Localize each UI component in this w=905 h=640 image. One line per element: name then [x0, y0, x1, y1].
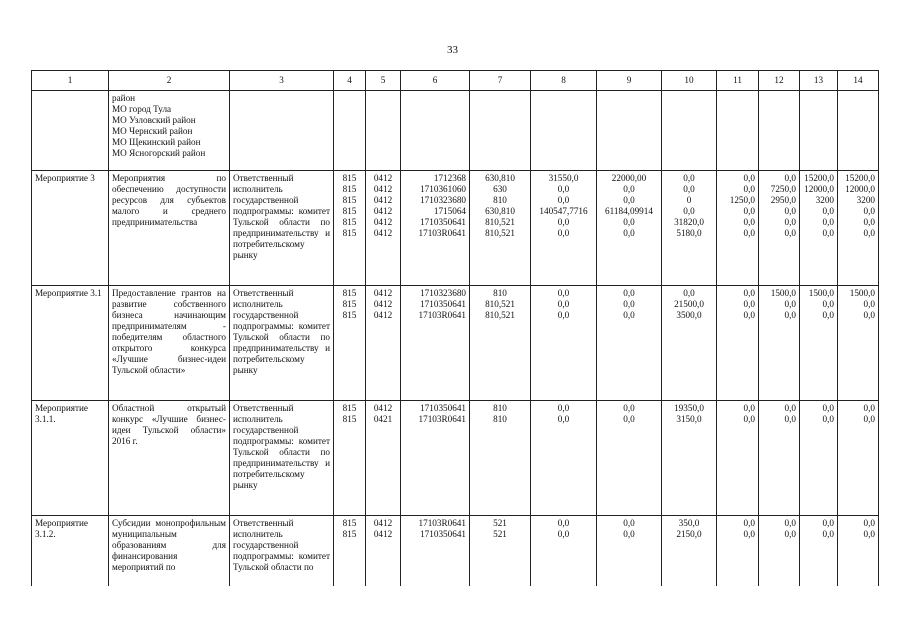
value: 1500,0 — [770, 288, 796, 298]
value: 0,0 — [784, 217, 796, 227]
value: 0,0 — [623, 195, 635, 205]
value: 1710323680 — [420, 288, 466, 298]
value-cell-col6 — [401, 286, 470, 401]
value: 0,0 — [743, 173, 755, 183]
value-cell-col11 — [717, 171, 759, 286]
column-header-8: 8 — [531, 71, 597, 91]
value: 0,0 — [784, 299, 796, 309]
value: 0,0 — [623, 288, 635, 298]
value-cell-col9 — [597, 401, 662, 516]
budget-table — [31, 70, 879, 586]
value: 3200 — [856, 195, 875, 205]
value: 815 — [342, 310, 357, 320]
value: 815 — [342, 529, 357, 539]
value: 1710350641 — [420, 299, 466, 309]
executor-cell — [230, 91, 334, 171]
value: 0,0 — [557, 228, 570, 238]
value-cell-col13 — [800, 401, 838, 516]
value-cell-col10 — [662, 286, 717, 401]
value: 0,0 — [743, 518, 755, 528]
column-header-1: 1 — [32, 71, 109, 91]
value: 140547,7716 — [539, 206, 588, 216]
value: 17103R0641 — [418, 414, 466, 424]
value: 0 — [686, 195, 692, 205]
value: 0,0 — [822, 217, 834, 227]
value: 3150,0 — [676, 414, 702, 424]
value: 31550,0 — [548, 173, 579, 183]
value: 0,0 — [822, 518, 834, 528]
measure-description-cell: Предоставление грантов на развитие собственного бизнеса начинающим предпринимателям - победителям областного открытого конкурса «Лучшие бизнес-идеи Тульской области» — [109, 286, 230, 401]
table-row — [32, 171, 879, 286]
value: 1250,0 — [729, 195, 755, 205]
measure-name-cell: Мероприятие 3.1.1. — [32, 401, 109, 516]
value: 0,0 — [822, 310, 834, 320]
value: 1500,0 — [808, 288, 834, 298]
value: 0,0 — [822, 299, 834, 309]
value: 0,0 — [784, 529, 796, 539]
value-cell-col6 — [401, 91, 470, 171]
column-header-13: 13 — [800, 71, 838, 91]
value: 0,0 — [784, 403, 796, 413]
value: 0,0 — [863, 206, 875, 216]
value: 0,0 — [743, 403, 755, 413]
value: 0,0 — [743, 288, 755, 298]
column-header-7: 7 — [470, 71, 531, 91]
value-cell-col6 — [401, 516, 470, 586]
district-line: МО Чернский район — [112, 126, 193, 136]
value: 630,810 — [485, 173, 515, 183]
value: 0,0 — [557, 184, 570, 194]
value: 815 — [342, 228, 357, 238]
value-cell-col5 — [366, 286, 401, 401]
value: 0,0 — [863, 403, 875, 413]
value-cell-col12 — [759, 516, 800, 586]
value: 0,0 — [743, 299, 755, 309]
executor-cell: Ответственный исполнитель государственной подпрограммы: комитет Тульской области по — [230, 516, 334, 586]
value: 0,0 — [683, 206, 695, 216]
value: 0,0 — [822, 403, 834, 413]
value: 0,0 — [623, 310, 635, 320]
value: 0,0 — [557, 310, 570, 320]
value-cell-col12 — [759, 91, 800, 171]
value: 1710323680 — [420, 195, 466, 205]
column-header-11: 11 — [717, 71, 759, 91]
value: 21500,0 — [674, 299, 704, 309]
value-cell-col5 — [366, 401, 401, 516]
table-row — [32, 91, 879, 171]
value: 815 — [342, 173, 357, 183]
value-cell-col7 — [470, 401, 531, 516]
value-cell-col11 — [717, 516, 759, 586]
value: 0,0 — [863, 228, 875, 238]
value: 22000,00 — [611, 173, 647, 183]
value: 815 — [342, 206, 357, 216]
value: 0,0 — [683, 288, 695, 298]
value: 1710350641 — [420, 217, 466, 227]
value: 0,0 — [623, 228, 635, 238]
value: 0412 — [373, 206, 393, 216]
value: 630,810 — [485, 206, 515, 216]
value: 0,0 — [822, 228, 834, 238]
value-cell-col4 — [334, 91, 366, 171]
value-cell-col14 — [838, 516, 879, 586]
value-cell-col12 — [759, 286, 800, 401]
value-cell-col13 — [800, 516, 838, 586]
value-cell-col13 — [800, 91, 838, 171]
value: 1710350641 — [420, 529, 466, 539]
column-header-12: 12 — [759, 71, 800, 91]
executor-cell: Ответственный исполнитель государственной подпрограммы: комитет Тульской области по предпринимательству и потребительскому рынку — [230, 171, 334, 286]
value-cell-col10 — [662, 91, 717, 171]
value: 1715064 — [433, 206, 466, 216]
value: 0,0 — [623, 184, 635, 194]
value: 0412 — [373, 299, 393, 309]
value: 15200,0 — [845, 173, 875, 183]
column-header-4: 4 — [334, 71, 366, 91]
value: 0,0 — [784, 206, 796, 216]
column-header-9: 9 — [597, 71, 662, 91]
value-cell-col12 — [759, 401, 800, 516]
value: 12000,0 — [845, 184, 875, 194]
value-cell-col11 — [717, 286, 759, 401]
value-cell-col4 — [334, 286, 366, 401]
value: 810,521 — [485, 217, 515, 227]
value-cell-col7 — [470, 91, 531, 171]
value: 0,0 — [743, 414, 755, 424]
value-cell-col10 — [662, 171, 717, 286]
value-cell-col8 — [531, 516, 597, 586]
column-header-2: 2 — [109, 71, 230, 91]
value: 17103R0641 — [418, 228, 466, 238]
value: 0,0 — [623, 403, 635, 413]
value-cell-col7 — [470, 516, 531, 586]
value: 3200 — [815, 195, 834, 205]
measure-name-cell: Мероприятие 3 — [32, 171, 109, 286]
measure-description-cell: Областной открытый конкурс «Лучшие бизнес-идеи Тульской области» 2016 г. — [109, 401, 230, 516]
value: 2150,0 — [676, 529, 702, 539]
value: 0412 — [373, 288, 393, 298]
value-cell-col4 — [334, 401, 366, 516]
value: 815 — [342, 403, 357, 413]
value: 0,0 — [623, 529, 635, 539]
value: 0412 — [373, 310, 393, 320]
value: 1710361060 — [420, 184, 466, 194]
value: 17103R0641 — [418, 518, 466, 528]
value: 1712368 — [433, 173, 466, 183]
value-cell-col7 — [470, 171, 531, 286]
value: 0,0 — [557, 414, 570, 424]
value: 810 — [493, 288, 507, 298]
value: 350,0 — [678, 518, 700, 528]
value: 0,0 — [557, 529, 570, 539]
value: 0,0 — [683, 184, 695, 194]
value-cell-col9 — [597, 171, 662, 286]
district-line: МО город Тула — [112, 104, 172, 114]
district-line: МО Щекинский район — [112, 137, 201, 147]
column-header-5: 5 — [366, 71, 401, 91]
value-cell-col8 — [531, 401, 597, 516]
column-header-10: 10 — [662, 71, 717, 91]
value-cell-col8 — [531, 171, 597, 286]
value: 630 — [493, 184, 507, 194]
value: 0,0 — [822, 206, 834, 216]
value: 0,0 — [743, 217, 755, 227]
column-header-3: 3 — [230, 71, 334, 91]
measure-description-cell — [109, 91, 230, 171]
value: 0421 — [373, 414, 393, 424]
value: 0,0 — [784, 173, 796, 183]
column-header-6: 6 — [401, 71, 470, 91]
value-cell-col4 — [334, 516, 366, 586]
value-cell-col14 — [838, 171, 879, 286]
value: 0412 — [373, 529, 393, 539]
value: 815 — [342, 414, 357, 424]
value: 0,0 — [784, 310, 796, 320]
measure-name-cell — [32, 91, 109, 171]
value: 815 — [342, 195, 357, 205]
table-row — [32, 286, 879, 401]
value: 3500,0 — [676, 310, 702, 320]
value: 0412 — [373, 195, 393, 205]
value: 0412 — [373, 184, 393, 194]
value-cell-col10 — [662, 401, 717, 516]
value-cell-col11 — [717, 401, 759, 516]
value: 0412 — [373, 217, 393, 227]
value-cell-col11 — [717, 91, 759, 171]
measure-description-cell: Мероприятия по обеспечению доступности ресурсов для субъектов малого и среднего предпринимательства — [109, 171, 230, 286]
value: 5180,0 — [676, 228, 702, 238]
measure-name-cell: Мероприятие 3.1.2. — [32, 516, 109, 586]
measure-description-cell: Субсидии монопрофильным муниципальным образованиям для финансирования мероприятий по — [109, 516, 230, 586]
value: 0,0 — [822, 414, 834, 424]
value-cell-col14 — [838, 91, 879, 171]
value: 815 — [342, 518, 357, 528]
value-cell-col5 — [366, 91, 401, 171]
value: 0,0 — [822, 529, 834, 539]
value: 0412 — [373, 518, 393, 528]
table-row — [32, 516, 879, 586]
value: 0,0 — [557, 195, 570, 205]
value: 815 — [342, 299, 357, 309]
value: 521 — [493, 518, 507, 528]
value: 0,0 — [743, 529, 755, 539]
value-cell-col9 — [597, 516, 662, 586]
value: 17103R0641 — [418, 310, 466, 320]
value: 0,0 — [557, 299, 570, 309]
value: 0,0 — [743, 206, 755, 216]
value: 810,521 — [485, 299, 515, 309]
value-cell-col6 — [401, 401, 470, 516]
value: 0,0 — [784, 518, 796, 528]
value: 0,0 — [557, 288, 570, 298]
value: 0,0 — [863, 529, 875, 539]
value: 0412 — [373, 228, 393, 238]
value: 0412 — [373, 403, 393, 413]
value: 7250,0 — [770, 184, 796, 194]
value-cell-col14 — [838, 286, 879, 401]
value: 0412 — [373, 173, 393, 183]
value: 0,0 — [743, 228, 755, 238]
value: 0,0 — [743, 184, 755, 194]
value: 15200,0 — [804, 173, 834, 183]
value: 1500,0 — [849, 288, 875, 298]
value-cell-col8 — [531, 286, 597, 401]
value: 0,0 — [784, 414, 796, 424]
table-body — [32, 91, 879, 586]
measure-name-cell: Мероприятие 3.1 — [32, 286, 109, 401]
value-cell-col5 — [366, 171, 401, 286]
value: 810,521 — [485, 228, 515, 238]
value: 1710350641 — [420, 403, 466, 413]
value: 31820,0 — [674, 217, 704, 227]
value: 810,521 — [485, 310, 515, 320]
value: 12000,0 — [804, 184, 834, 194]
value: 0,0 — [863, 299, 875, 309]
value: 810 — [493, 195, 507, 205]
value: 815 — [342, 184, 357, 194]
value-cell-col13 — [800, 286, 838, 401]
value: 0,0 — [683, 173, 695, 183]
value-cell-col7 — [470, 286, 531, 401]
value: 810 — [493, 403, 507, 413]
value: 815 — [342, 288, 357, 298]
value-cell-col13 — [800, 171, 838, 286]
value: 19350,0 — [674, 403, 704, 413]
value-cell-col5 — [366, 516, 401, 586]
district-line: район — [112, 93, 136, 103]
value-cell-col14 — [838, 401, 879, 516]
table-row — [32, 401, 879, 516]
executor-cell: Ответственный исполнитель государственной подпрограммы: комитет Тульской области по предпринимательству и потребительскому рынку — [230, 401, 334, 516]
value-cell-col12 — [759, 171, 800, 286]
value-cell-col10 — [662, 516, 717, 586]
value-cell-col4 — [334, 171, 366, 286]
value-cell-col9 — [597, 286, 662, 401]
value: 0,0 — [863, 414, 875, 424]
page-number: 33 — [447, 44, 458, 56]
district-line: МО Ясногорский район — [112, 148, 206, 158]
value-cell-col6 — [401, 171, 470, 286]
value: 810 — [493, 414, 507, 424]
executor-cell: Ответственный исполнитель государственной подпрограммы: комитет Тульской области по предпринимательству и потребительскому рынку — [230, 286, 334, 401]
header-row — [32, 71, 879, 91]
value: 61184,09914 — [605, 206, 653, 216]
value: 0,0 — [623, 299, 635, 309]
value-cell-col9 — [597, 91, 662, 171]
column-header-14: 14 — [838, 71, 879, 91]
value: 521 — [493, 529, 507, 539]
value: 0,0 — [557, 518, 570, 528]
value: 0,0 — [623, 414, 635, 424]
value: 0,0 — [784, 228, 796, 238]
value: 0,0 — [557, 217, 570, 227]
value: 0,0 — [863, 217, 875, 227]
value: 0,0 — [557, 403, 570, 413]
value: 0,0 — [623, 217, 635, 227]
value: 0,0 — [623, 518, 635, 528]
value: 815 — [342, 217, 357, 227]
value: 0,0 — [863, 518, 875, 528]
value: 2950,0 — [770, 195, 796, 205]
value-cell-col8 — [531, 91, 597, 171]
value: 0,0 — [863, 310, 875, 320]
district-line: МО Узловский район — [112, 115, 196, 125]
value: 0,0 — [743, 310, 755, 320]
